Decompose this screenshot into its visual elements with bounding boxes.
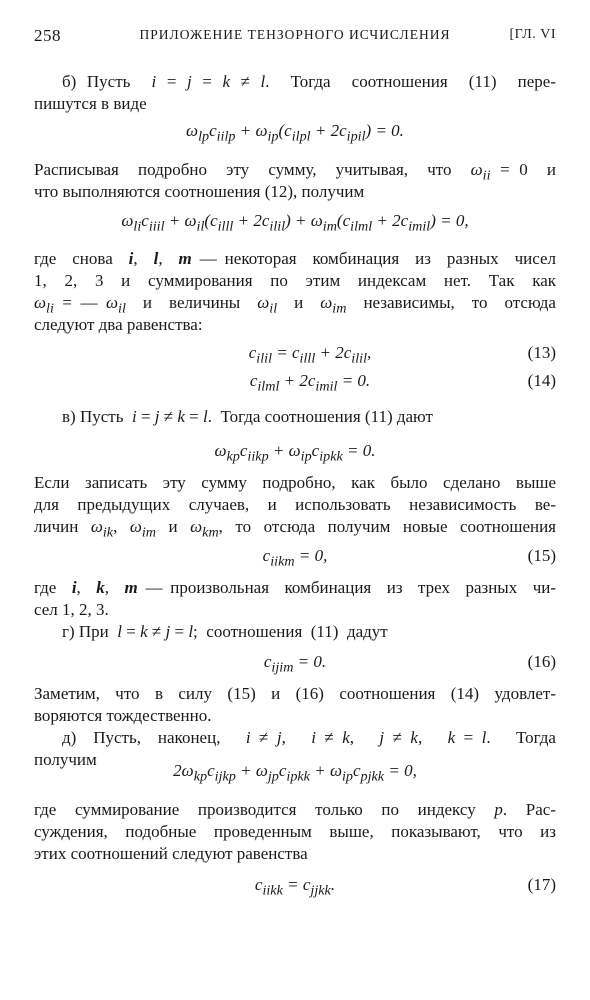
running-title: ПРИЛОЖЕНИЕ ТЕНЗОРНОГО ИСЧИСЛЕНИЯ (139, 27, 451, 42)
running-header (34, 26, 556, 52)
equation: $\omega_{kp}c_{iikp} + \omega_{ip}c_{ipkk} = 0$. (214, 441, 376, 465)
text-line: в) Пусть i = j ≠ k = l. Тогда соотношения (11) дают (62, 407, 433, 426)
text-line: сел 1, 2, 3. (34, 600, 109, 619)
equation: $\omega_{li}c_{iiil} + \omega_{il}(c_{illl} + 2c_{ilil}) + \omega_{im}(c_{ilml} + 2c_{imil}) = 0$, (121, 211, 469, 235)
text-line: д) Пусть, наконец, i ≠ j, i ≠ k, j ≠ k, k = l. Тогда (62, 728, 556, 747)
chapter-label: [ГЛ. VI (509, 27, 556, 42)
text-line: получим (34, 750, 97, 769)
text-line: Заметим, что в силу (15) и (16) соотношения (14) удовлет- (34, 684, 556, 703)
text-line: Расписывая подробно эту сумму, учитывая, что $\omega_{ii} = 0$ и (34, 160, 557, 184)
equation-number: (16) (527, 652, 556, 671)
equation-13: $c_{ilil} = c_{illl} + 2c_{ilil}$, (13) (248, 343, 556, 367)
equation: $\omega_{lp}c_{iilp} + \omega_{ip}(c_{ilpl} + 2c_{ipil}) = 0$. (186, 121, 404, 145)
text-line: б) Пусть i = j = k ≠ l. Тогда соотношения (11) пере- (62, 72, 556, 91)
text-line: следуют два равенства: (34, 315, 203, 334)
equation-15: $c_{iikm} = 0$, (15) (262, 546, 556, 570)
equation-number: (13) (527, 343, 556, 362)
equation-number: (17) (527, 875, 556, 894)
text-line: 1, 2, 3 и суммирования по этим индексам нет. Так как (34, 271, 556, 290)
equation-16: $c_{ijim} = 0$. (16) (263, 652, 556, 676)
text-line: Если записать эту сумму подробно, как было сделано выше (34, 473, 556, 492)
equation-number: (15) (527, 546, 556, 565)
text-line: воряются тождественно. (34, 706, 212, 725)
text-line: для предыдущих случаев, и использовать независимость ве- (34, 495, 556, 514)
text-line: этих соотношений следуют равенства (34, 844, 308, 863)
equation-17: $c_{iikk} = c_{jjkk}$. (17) (254, 875, 556, 899)
text-line: $\omega_{li}$ = — $\omega_{il}$ и величины $\omega_{il}$ и $\omega_{im}$ независимы, то отсюда (34, 293, 556, 317)
text-line: что выполняются соотношения (12), получим (34, 182, 365, 201)
text-line: где снова i, l, m — некоторая комбинация из разных чисел (34, 249, 557, 268)
text-line: г) При l = k ≠ j = l; соотношения (11) дадут (62, 622, 388, 641)
equation-number: (14) (527, 371, 556, 390)
text-line: личин $\omega_{ik}$, $\omega_{im}$ и $\omega_{km}$, то отсюда получим новые соотношения (34, 517, 557, 541)
text-line: где суммирование производится только по индексу p. Рас- (34, 800, 556, 819)
page-number: 258 (34, 26, 61, 45)
equation: $2\omega_{kp}c_{ijkp} + \omega_{jp}c_{ipkk} + \omega_{ip}c_{pjkk} = 0$, (173, 761, 417, 785)
text-line: суждения, подобные проведенным выше, показывают, что из (34, 822, 556, 841)
equation-14: $c_{ilml} + 2c_{imil} = 0$. (14) (249, 371, 556, 395)
text-line: где i, k, m — произвольная комбинация из трех разных чи- (34, 578, 557, 597)
text-line: пишутся в виде (34, 94, 147, 113)
